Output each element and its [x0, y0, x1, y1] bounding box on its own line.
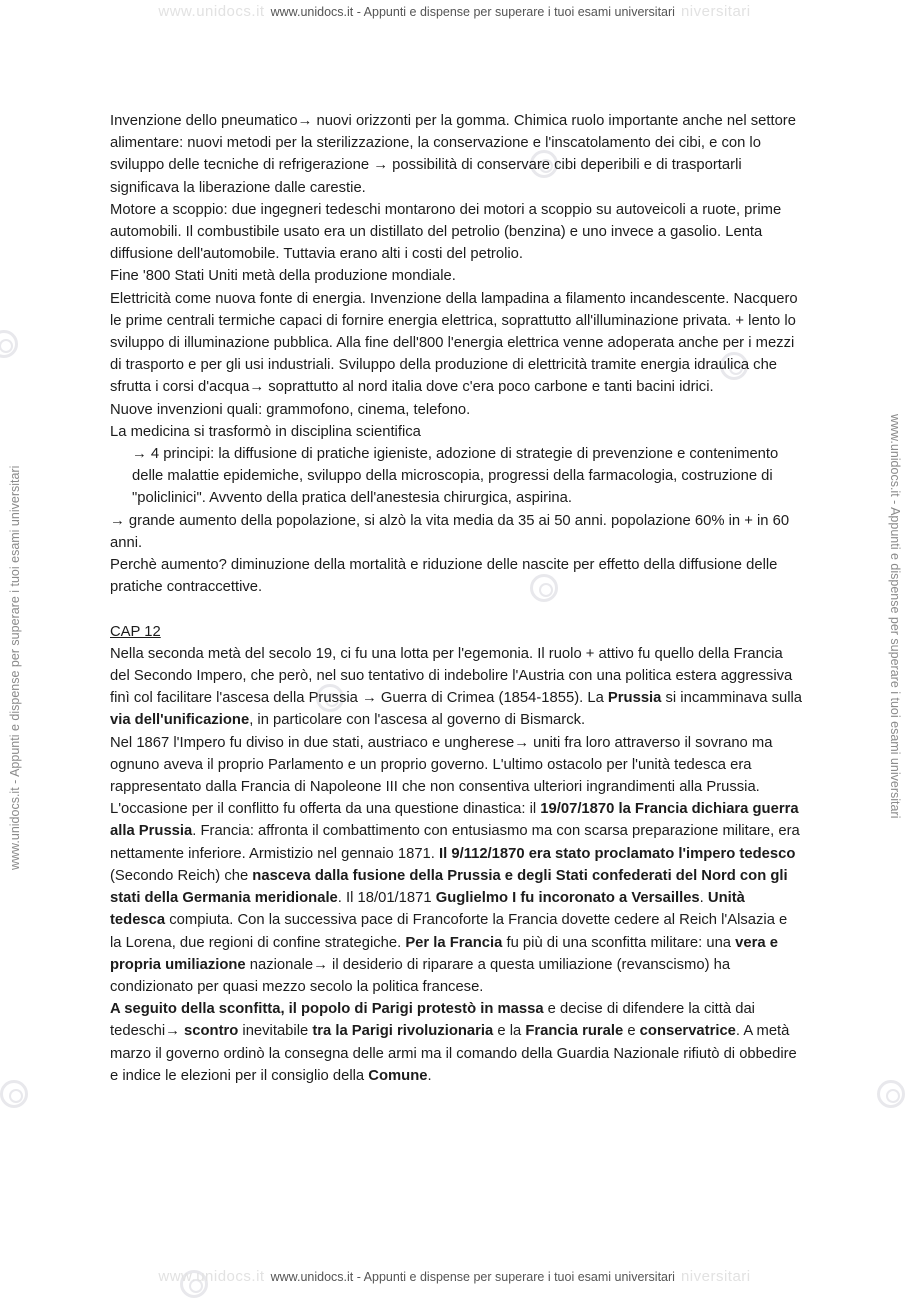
bold-text: 19/07/1870 la Francia dichiara guerra alla Prussia	[110, 801, 799, 840]
header-watermark-text: www.unidocs.it - Appunti e dispense per superare i tuoi esami universitari	[270, 5, 675, 19]
text-run: e	[623, 1023, 640, 1040]
bold-text: via dell'unificazione	[110, 712, 250, 729]
bold-text: Francia rurale	[525, 1023, 624, 1040]
paragraph: → grande aumento della popolazione, si alzò la vita media da 35 ai 50 anni. popolazione 60% in + in 60 anni.	[110, 512, 790, 551]
paragraph	[110, 643, 802, 732]
chapter-heading: CAP 12	[110, 623, 161, 640]
text-run: .	[427, 1067, 432, 1084]
text-run: fu più di una sconfitta militare: una	[502, 934, 736, 951]
text-run: , in particolare con l'ascesa al governo di Bismarck.	[249, 712, 586, 729]
text-run: . A metà marzo il governo ordinò la consegna delle armi ma il comando della Guardia Nazionale rifiutò di obbedire e indice le elezioni per il consiglio della	[110, 1023, 797, 1084]
bold-text: Guglielmo I fu incoronato a Versailles	[435, 890, 700, 907]
bold-text: Comune	[368, 1067, 428, 1084]
text-run: (Secondo Reich) che	[110, 867, 253, 884]
text-run: compiuta. Con la successiva pace di Francoforte la Francia dovette cedere al Reich l'Alsazia e la Lorena, due regioni di confine strategiche.	[110, 912, 788, 951]
bold-text: Prussia	[607, 690, 662, 707]
spacer	[110, 598, 802, 620]
paragraph: Motore a scoppio: due ingegneri tedeschi montarono dei motori a scoppio su autoveicoli a ruote, prime automobili. Il combustibile usato era un distillato del petrolio (benzina) e uno invece a gasolio. Lenta diffusione dell'automobile. Tuttavia erano alti i costi del petrolio.	[110, 201, 782, 263]
page-footer	[0, 1268, 909, 1285]
header-ghost-left: www.unidocs.it	[158, 3, 265, 20]
bold-text: conservatrice	[639, 1023, 736, 1040]
paragraph: Invenzione dello pneumatico→ nuovi orizzonti per la gomma. Chimica ruolo importante anche nel settore alimentare: nuovi metodi per la sterilizzazione, la conservazione e l'inscatolamento dei cibi, e con lo sviluppo delle tecniche di refrigerazione → possibilità di conservare cibi deperibili e di trasportarli significava la liberazione dalle carestie.	[110, 113, 796, 196]
side-watermark-right: www.unidocs.it - Appunti e dispense per superare i tuoi esami universitari	[888, 414, 902, 819]
text-run: . Francia: affronta il combattimento con entusiasmo ma con scarsa preparazione militare, era nettamente inferiore. Armistizio nel gennaio 1871.	[110, 823, 800, 862]
text-run: Nella seconda metà del secolo 19, ci fu una lotta per l'egemonia. Il ruolo + attivo fu quello della Francia del Secondo Impero, che però, nel suo tentativo di indebolire l'Austria con una politica estera aggressiva finì col facilitare l'ascesa della Prussia → Guerra di Crimea (1854-1855). La	[110, 645, 793, 707]
bold-text: vera e propria umiliazione	[110, 934, 778, 973]
paragraph	[110, 732, 802, 998]
paragraph: Elettricità come nuova fonte di energia. Invenzione della lampadina a filamento incandescente. Nacquero le prime centrali termiche capaci di fornire energia elettrica, soprattutto all'illuminazione privata. + lento lo sviluppo di illuminazione pubblica. Alla fine dell'800 l'energia elettrica venne adoperata anche per i mezzi di trasporto e per gli usi industriali. Sviluppo della produzione di elettricità tramite energia idraulica che sfrutta i corsi d'acqua→ soprattutto al nord italia dove c'era poco carbone e tanti bacini idrici.	[110, 290, 798, 396]
text-run: e decise di difendere la città dai tedeschi→	[110, 1001, 755, 1040]
text-run: nazionale→ il desiderio di riparare a questa umiliazione (revanscismo) ha condizionato per quasi mezzo secolo la politica francese.	[110, 956, 731, 995]
page-header	[0, 3, 909, 20]
bold-text: scontro	[184, 1023, 239, 1040]
bold-text: nasceva dalla fusione della Prussia e degli Stati confederati del Nord con gli stati della Germania meridionale	[110, 867, 788, 907]
text-run: si incamminava sulla	[661, 690, 803, 707]
footer-ghost-left: www.unidocs.it	[158, 1268, 265, 1285]
paragraph: La medicina si trasformò in disciplina scientifica	[110, 423, 421, 440]
bold-text: Unità tedesca	[110, 890, 745, 929]
footer-ghost-right: niversitari	[680, 1268, 751, 1285]
header-ghost-right: niversitari	[680, 3, 751, 20]
watermark-logo-icon	[0, 1080, 28, 1108]
paragraph: Fine '800 Stati Uniti metà della produzione mondiale.	[110, 268, 456, 285]
watermark-logo-icon	[0, 330, 18, 358]
text-run: e la	[493, 1023, 526, 1040]
bold-text: A seguito della sconfitta, il popolo di Parigi protestò in massa	[110, 1001, 544, 1018]
watermark-logo-icon	[877, 1080, 905, 1108]
text-run: inevitabile	[238, 1023, 313, 1040]
text-run: .	[699, 890, 708, 907]
text-run: . Il 18/01/1871	[337, 890, 436, 907]
paragraph: → 4 principi: la diffusione di pratiche igieniste, adozione di strategie di prevenzione e contenimento delle malattie epidemiche, sviluppo della microscopia, progressi della farmacologia, costruzione di "policlinici". Avvento della pratica dell'anestesia chirurgica, aspirina.	[132, 446, 779, 507]
footer-watermark-text: www.unidocs.it - Appunti e dispense per superare i tuoi esami universitari	[270, 1270, 675, 1284]
paragraph: Perchè aumento? diminuzione della mortalità e riduzione delle nascite per effetto della diffusione delle pratiche contraccettive.	[110, 557, 778, 596]
document-body	[110, 110, 802, 1087]
paragraph	[110, 998, 802, 1087]
paragraph: Nuove invenzioni quali: grammofono, cinema, telefono.	[110, 401, 471, 418]
side-watermark-left: www.unidocs.it - Appunti e dispense per superare i tuoi esami universitari	[8, 465, 22, 870]
bold-text: Per la Francia	[405, 934, 503, 951]
bold-text: Il 9/112/1870 era stato proclamato l'impero tedesco	[439, 845, 796, 862]
text-run: Nel 1867 l'Impero fu diviso in due stati, austriaco e ungherese→ uniti fra loro attraverso il sovrano ma ognuno aveva il proprio Parlamento e un proprio governo. L'ultimo ostacolo per l'unità tedesca era rappresentato dalla Francia di Napoleone III che non consentiva ulteriori ingrandimenti alla Prussia. L'occasione per il conflitto fu offerta da una questione dinastica: il	[110, 734, 773, 818]
bold-text: tra la Parigi rivoluzionaria	[312, 1023, 494, 1040]
